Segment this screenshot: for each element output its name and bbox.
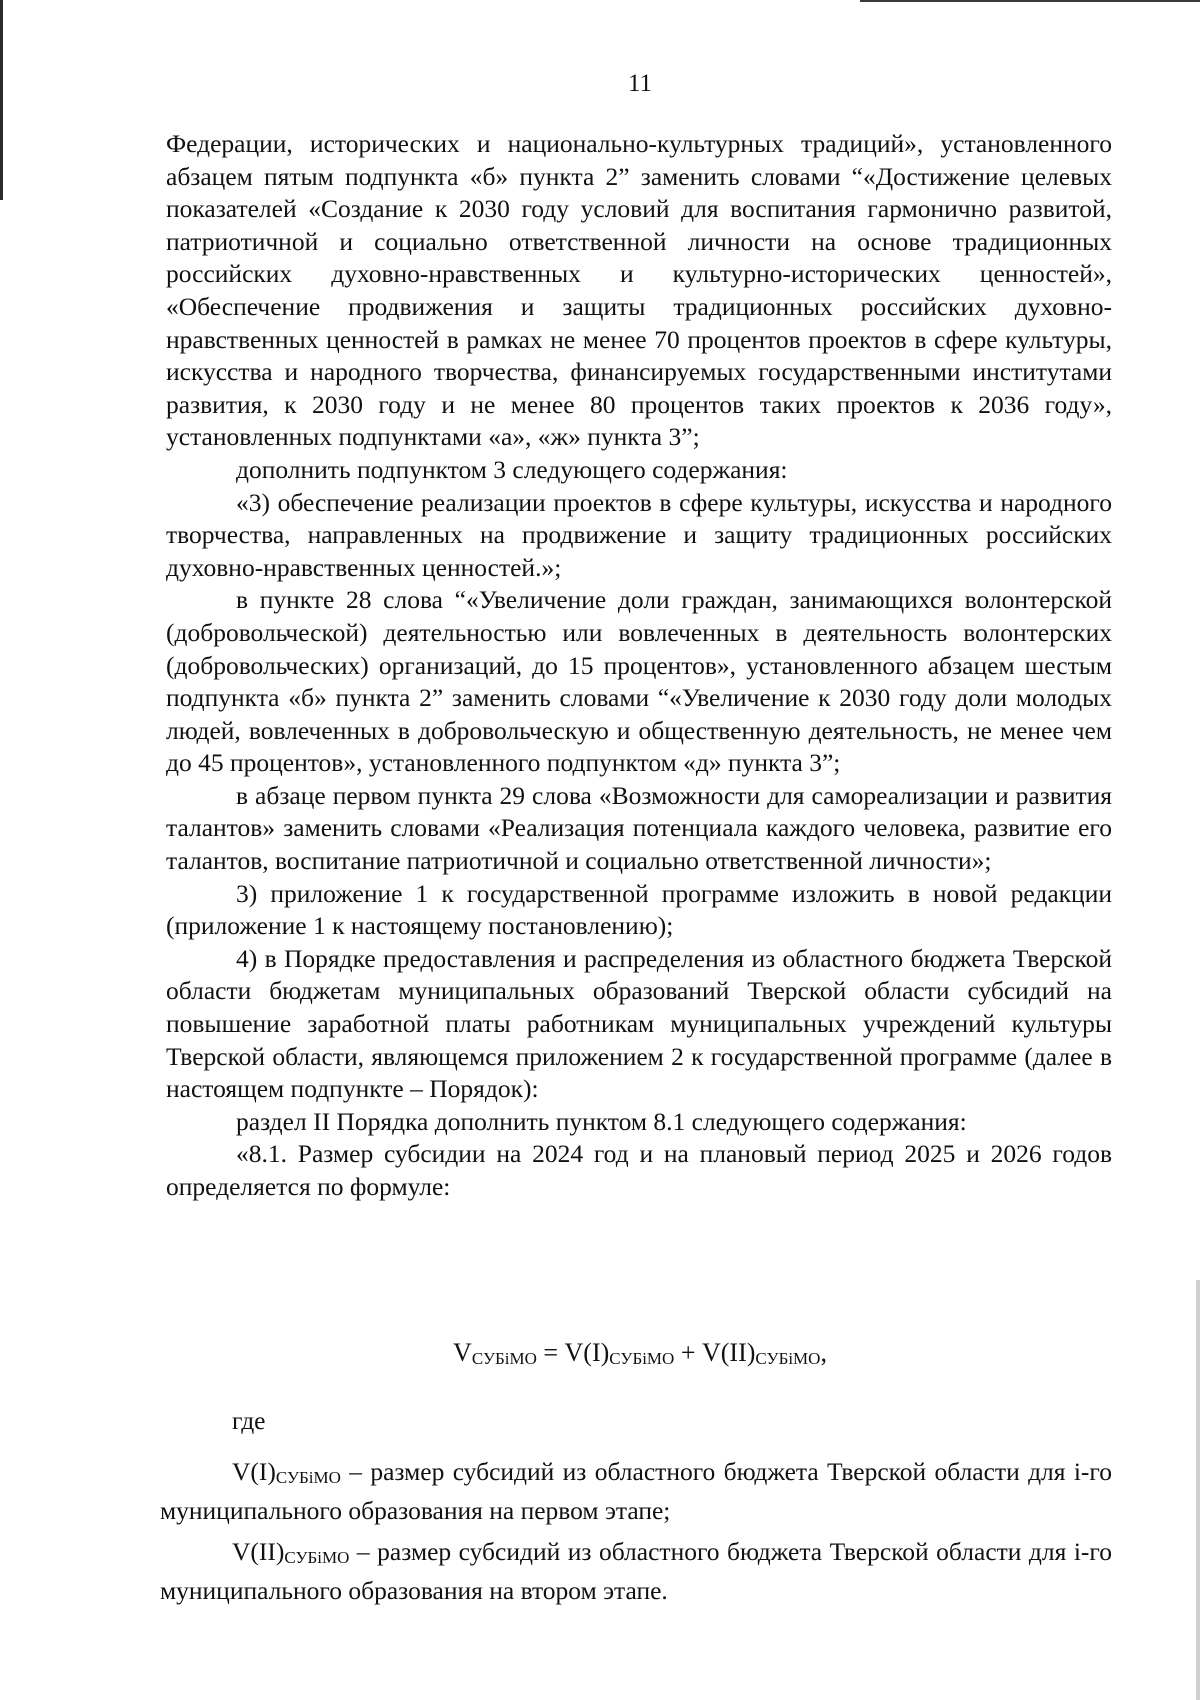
formula-equals: = bbox=[536, 1338, 565, 1367]
formula-tail: , bbox=[820, 1338, 827, 1367]
formula-term-2: V(II) bbox=[702, 1338, 756, 1367]
definition-subscript: СУБiМО bbox=[284, 1548, 350, 1567]
paragraph-7: 4) в Порядке предоставления и распределения из областного бюджета Тверской области бюджетам муниципальных образований Тверской области субсидий на повышение заработной платы работникам муниципальных учреждений культуры Тверской области, являющемся приложением 2 к государственной программе (далее в настоящем подпункте – Порядок): bbox=[166, 943, 1112, 1104]
paragraph-3: «3) обеспечение реализации проектов в сфере культуры, искусства и народного творчества, направленных на продвижение и защиту традиционных российских духовно-нравственных ценностей.»; bbox=[166, 487, 1112, 582]
paragraph-2: дополнить подпунктом 3 следующего содержания: bbox=[236, 454, 788, 484]
paragraph-1: Федерации, исторических и национально-культурных традиций», установленного абзацем пятым подпункта «б» пункта 2” заменить словами “«Достижение целевых показателей «Создание к 2030 году условий для воспитания гармонично развитой, патриотичной и социально ответственной личности на основе традиционных российских духовно-нравственных и культурно-исторических ценностей», «Обеспечение продвижения и защиты традиционных российских духовно-нравственных ценностей в рамках не менее 70 процентов проектов в сфере культуры, искусства и народного творчества, финансируемых государственными институтами развития, к 2030 году и не менее 80 процентов таких проектов к 2036 году», установленных подпунктами «а», «ж» пункта 3”; bbox=[166, 129, 1112, 452]
formula-lhs: V bbox=[453, 1338, 472, 1367]
definition-text: – размер субсидий из областного бюджета Тверской области для i-го муниципального образования на втором этапе. bbox=[160, 1537, 1112, 1605]
paragraph-4: в пункте 28 слова “«Увеличение доли граждан, занимающихся волонтерской (добровольческой) деятельностью или вовлеченных в деятельность волонтерских (добровольческих) организаций, до 15 процентов», установленного абзацем шестым подпункта «б» пункта 2” заменить словами “«Увеличение к 2030 году доли молодых людей, вовлеченных в добровольческую и общественную деятельность, не менее чем до 45 процентов», установленного подпунктом «д» пункта 3”; bbox=[166, 585, 1112, 778]
paragraph-9: «8.1. Размер субсидии на 2024 год и на плановый период 2025 и 2026 годов определяется по формуле: bbox=[166, 1139, 1112, 1201]
subsidy-formula bbox=[0, 1338, 1200, 1369]
paragraph-6: 3) приложение 1 к государственной программе изложить в новой редакции (приложение 1 к настоящему постановлению); bbox=[166, 878, 1112, 941]
paragraph-5: в абзаце первом пункта 29 слова «Возможности для самореализации и развития талантов» заменить словами «Реализация потенциала каждого человека, развитие его талантов, воспитание патриотичной и социально ответственной личности»; bbox=[166, 780, 1112, 876]
definition-text: – размер субсидий из областного бюджета Тверской области для i-го муниципального образования на первом этапе; bbox=[160, 1457, 1112, 1525]
definition-subscript: СУБiМО bbox=[275, 1468, 341, 1487]
formula-definitions bbox=[160, 1404, 1112, 1615]
formula-plus: + bbox=[674, 1338, 702, 1367]
formula-term-2-subscript: СУБiМО bbox=[755, 1349, 821, 1368]
paragraph-8: раздел II Порядка дополнить пунктом 8.1 следующего содержания: bbox=[236, 1106, 967, 1136]
scan-edge-top bbox=[860, 0, 1200, 2]
page-number: 11 bbox=[627, 70, 653, 97]
definition-symbol: V(I) bbox=[232, 1457, 276, 1486]
body-text bbox=[166, 128, 1112, 1204]
formula-term-1-subscript: СУБiМО bbox=[609, 1349, 675, 1368]
definition-item bbox=[160, 1455, 1112, 1527]
definition-symbol: V(II) bbox=[232, 1537, 285, 1566]
definition-item bbox=[160, 1535, 1112, 1607]
where-label: где bbox=[232, 1406, 266, 1435]
formula-term-1: V(I) bbox=[564, 1338, 610, 1367]
scan-edge-left bbox=[0, 0, 3, 200]
formula-lhs-subscript: СУБiМО bbox=[471, 1349, 537, 1368]
